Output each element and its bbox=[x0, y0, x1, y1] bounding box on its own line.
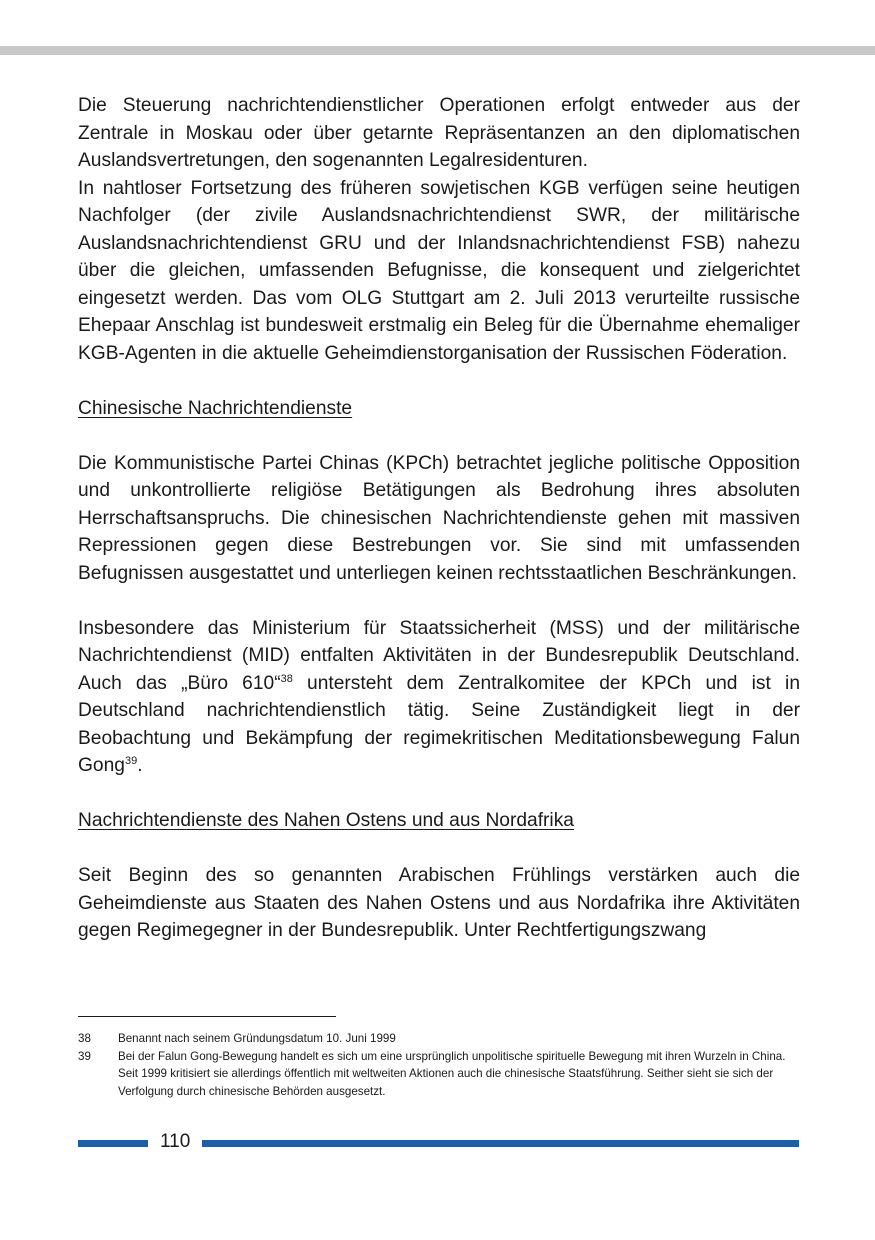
p3-text-a: Insbesondere das Ministerium für Staatssicherheit (MSS) und der militärische Nachrichtendienst (MID) entfalten Aktivitäten in der Bundesrepublik Deutschland. Auch das „Büro 610“ bbox=[78, 617, 800, 694]
paragraph-kgb-successors: In nahtloser Fortsetzung des früheren sowjetischen KGB verfügen seine heutigen Nachfolger (der zivile Auslandsnachrichtendienst SWR, der militärische Auslandsnachrichtendienst GRU und der Inlandsnachrichtendienst FSB) nahezu über die gleichen, umfassenden Befugnisse, die konsequent und zielgerichtet eingesetzt werden. Das vom OLG Stuttgart am 2. Juli 2013 verurteilte russische Ehepaar Anschlag ist bundesweit erstmalig ein Beleg für die Übernahme ehemaliger KGB-Agenten in die aktuelle Geheimdienstorganisation der Russischen Föderation. bbox=[78, 177, 800, 364]
heading-middle-east-services: Nachrichtendienste des Nahen Ostens und aus Nordafrika bbox=[78, 810, 574, 831]
footnote-ref-38[interactable]: 38 bbox=[280, 672, 293, 685]
footer-bar-left bbox=[78, 1140, 148, 1147]
page-footer bbox=[78, 1130, 799, 1154]
heading-chinese-services: Chinesische Nachrichtendienste bbox=[78, 397, 353, 419]
footnote-39 bbox=[78, 1048, 800, 1101]
page-number: 110 bbox=[160, 1131, 191, 1152]
footnote-number: 38 bbox=[78, 1032, 91, 1045]
top-rule bbox=[0, 46, 875, 55]
footer-bar-right bbox=[202, 1140, 799, 1147]
paragraph-arab-spring: Seit Beginn des so genannten Arabischen Frühlings verstärken auch die Geheimdienste aus Staaten des Nahen Ostens und aus Nordafrika ihre Aktivitäten gegen Regimegegner in der Bundesrepublik. Unter Rechtfertigungszwang bbox=[78, 865, 800, 941]
footnote-number: 39 bbox=[78, 1049, 91, 1063]
paragraph-mss-mid bbox=[78, 615, 800, 780]
footnote-text: Bei der Falun Gong-Bewegung handelt es sich um eine ursprünglich unpolitische spirituelle Bewegung mit ihren Wurzeln in China. Seit 1999 kritisiert sie allerdings öffentlich mit weltweiten Aktionen auch die chinesische Staatsführung. Seither sieht sie sich der Verfolgung durch chinesische Behörden ausgesetzt. bbox=[118, 1049, 786, 1098]
main-text bbox=[78, 92, 800, 945]
p3-text-c: . bbox=[137, 755, 143, 776]
footnote-38 bbox=[78, 1030, 800, 1048]
footnotes bbox=[78, 1030, 800, 1100]
paragraph-operations: Die Steuerung nachrichtendienstlicher Operationen erfolgt entweder aus der Zentrale in Moskau oder über getarnte Repräsentanzen an den diplomatischen Auslandsvertretungen, den sogenannten Legalresidenturen. bbox=[78, 95, 800, 171]
footnote-text: Benannt nach seinem Gründungsdatum 10. Juni 1999 bbox=[118, 1032, 396, 1045]
footnote-ref-39[interactable]: 39 bbox=[124, 755, 138, 767]
paragraph-kpch: Die Kommunistische Partei Chinas (KPCh) betrachtet jegliche politische Opposition und unkontrollierte religiöse Betätigungen als Bedrohung ihres absoluten Herrschaftsanspruchs. Die chinesischen Nachrichtendienste gehen mit massiven Repressionen gegen diese Bestrebungen vor. Sie sind mit umfassenden Befugnissen ausgestattet und unterliegen keinen rechtsstaatlichen Beschränkungen. bbox=[78, 452, 800, 584]
footnote-separator bbox=[78, 1016, 336, 1017]
p3-text-b: untersteht dem Zentralkomitee der KPCh und ist in Deutschland nachrichtendienstlich tätig. Seine Zuständigkeit liegt in der Beobachtung und Bekämpfung der regimekritischen Meditationsbewegung Falun Gong bbox=[78, 672, 800, 776]
